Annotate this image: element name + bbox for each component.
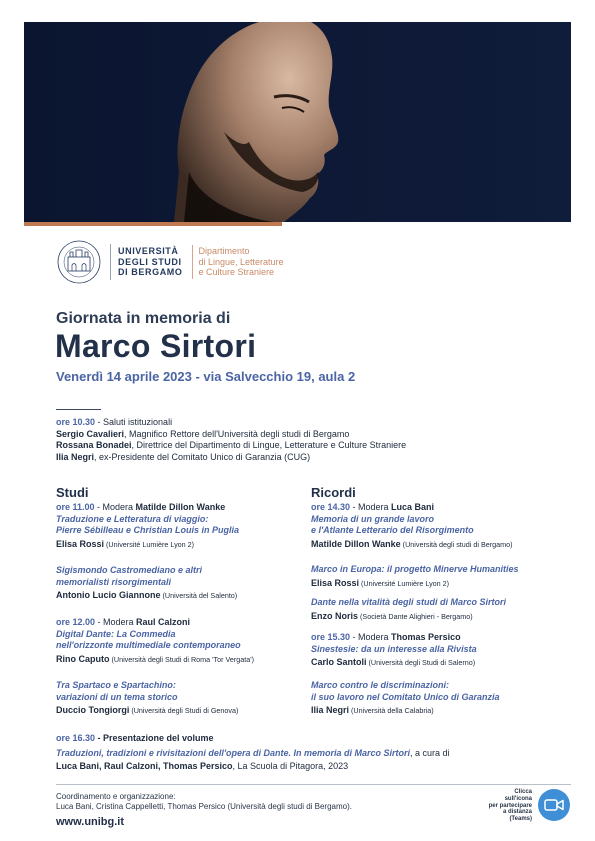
teams-line: a distanza — [502, 809, 532, 816]
time-label: ore 16.30 — [56, 733, 96, 743]
teams-line: (Teams) — [509, 816, 532, 823]
speaker-affiliation: (Università degli Studi di Genova) — [129, 706, 239, 716]
speaker-name: Carlo Santoli — [311, 657, 367, 668]
speaker-affiliation: (Università della Calabria) — [349, 706, 434, 716]
website-link[interactable]: www.unibg.it — [56, 816, 125, 828]
coordination-names: Luca Bani, Cristina Cappelletti, Thomas Persico (Università degli studi di Bergamo). — [56, 802, 352, 811]
speaker-name: Duccio Tongiorgi — [56, 705, 130, 716]
editors: Luca Bani, Raul Calzoni, Thomas Persico — [56, 761, 233, 772]
logo-divider — [110, 244, 111, 280]
speaker-name: Enzo Noris — [311, 610, 359, 621]
accent-rule — [24, 222, 282, 226]
talk-title: memorialisti risorgimentali — [56, 576, 172, 587]
divider — [56, 409, 101, 410]
moderator-name: Thomas Persico — [391, 632, 461, 642]
time-label: ore 15.30 — [311, 632, 351, 642]
speaker-role: , Magnifico Rettore dell'Università degli studi di Bergamo — [124, 428, 350, 439]
hero-photo — [24, 22, 571, 222]
talk-title: Traduzione e Letteratura di viaggio: — [56, 513, 209, 524]
moderator-label: - Modera — [94, 502, 136, 512]
title-small: Giornata in memoria di — [56, 310, 231, 327]
talk-ricordi-3 — [311, 597, 506, 622]
book-title: Traduzioni, tradizioni e rivisitazioni dell'opera di Dante. In memoria di Marco Sirtori — [56, 747, 411, 758]
moderator-label: - Modera — [95, 617, 137, 627]
talk-title: il suo lavoro nel Comitato Unico di Garanzia — [311, 691, 500, 702]
department-line: Dipartimento — [198, 246, 250, 257]
teams-instructions — [470, 789, 532, 823]
session-ricordi-1 — [311, 502, 513, 550]
speaker-affiliation: (Université Lumière Lyon 2) — [104, 539, 195, 549]
talk-studi-4 — [56, 680, 238, 717]
section-heading-studi: Studi — [56, 485, 89, 500]
moderator-name: Luca Bani — [391, 502, 435, 512]
speaker-name: Ilia Negri — [56, 451, 95, 462]
teams-line: per partecipare — [488, 802, 532, 809]
talk-title: nell'orizzonte multimediale contemporaneo — [56, 640, 241, 651]
session-ricordi-2 — [311, 632, 477, 669]
department-name — [199, 246, 284, 278]
curated-by-label: , a cura di — [410, 747, 450, 758]
university-logo — [56, 240, 284, 284]
university-name — [118, 246, 183, 278]
speaker-role: , ex-Presidente del Comitato Unico di Garanzia (CUG) — [94, 451, 311, 462]
speaker-name: Elisa Rossi — [311, 577, 360, 588]
speaker-name: Elisa Rossi — [56, 538, 105, 549]
speaker-affiliation: (Società Dante Alighieri - Bergamo) — [358, 611, 473, 621]
talk-title: Pierre Sébilleau e Christian Louis in Puglia — [56, 525, 240, 536]
speaker-name: Sergio Cavalieri — [56, 428, 125, 439]
time-label: ore 10.30 — [56, 417, 96, 427]
presentation-block — [56, 733, 450, 773]
speaker-name: Rossana Bonadei — [56, 440, 132, 451]
talk-title: Digital Dante: La Commedia — [56, 628, 176, 639]
session-label: - Saluti istituzionali — [95, 417, 173, 427]
speaker-affiliation: (Université Lumière Lyon 2) — [359, 578, 450, 588]
saluti-block — [56, 417, 406, 463]
talk-ricordi-5 — [311, 680, 500, 717]
speaker-affiliation: (Università degli Studi di Roma 'Tor Vergata') — [109, 654, 255, 664]
talk-studi-2 — [56, 565, 237, 602]
talk-ricordi-2 — [311, 564, 519, 589]
page-title: Marco Sirtori — [55, 328, 257, 364]
department-line: di Lingue, Letterature — [198, 256, 284, 267]
session-studi-2 — [56, 617, 254, 665]
speaker-name: Rino Caputo — [56, 653, 110, 664]
session-studi-1 — [56, 502, 239, 550]
teams-join-button[interactable] — [538, 789, 570, 821]
coordination-info — [56, 792, 352, 812]
university-seal-icon — [56, 239, 102, 285]
university-line: UNIVERSITÀ — [118, 246, 179, 257]
footer-divider — [56, 784, 571, 785]
coordination-label: Coordinamento e organizzazione: — [56, 792, 176, 801]
dept-divider — [192, 245, 193, 279]
university-line: DEGLI STUDI — [118, 256, 182, 267]
time-label: ore 14.30 — [311, 502, 351, 512]
speaker-name: Ilia Negri — [311, 705, 350, 716]
portrait-image — [24, 22, 571, 222]
time-label: ore 12.00 — [56, 617, 96, 627]
moderator-name: Raul Calzoni — [136, 617, 191, 627]
talk-title: variazioni di un tema storico — [56, 691, 178, 702]
talk-title: e l'Atlante Letterario del Risorgimento — [311, 525, 474, 536]
department-line: e Culture Straniere — [198, 267, 275, 278]
moderator-label: - Modera — [350, 502, 392, 512]
talk-title: Sinestesie: da un interesse alla Rivista — [311, 643, 477, 654]
talk-title: Marco contro le discriminazioni: — [311, 680, 450, 690]
time-label: ore 11.00 — [56, 502, 95, 512]
talk-title: Tra Spartaco e Spartachino: — [56, 680, 176, 690]
teams-line: sull'icona — [504, 795, 532, 802]
section-heading-ricordi: Ricordi — [311, 485, 356, 500]
speaker-name: Antonio Lucio Giannone — [56, 590, 161, 601]
speaker-affiliation: (Università del Salento) — [160, 591, 238, 601]
session-label: - Presentazione del volume — [95, 733, 214, 743]
video-camera-icon — [544, 798, 564, 812]
moderator-name: Matilde Dillon Wanke — [135, 502, 226, 512]
speaker-affiliation: (Università degli Studi di Salerno) — [366, 658, 476, 668]
talk-title: Marco in Europa: il progetto Minerve Humanities — [311, 564, 519, 574]
talk-title: Memoria di un grande lavoro — [311, 513, 435, 524]
talk-title: Dante nella vitalità degli studi di Marco Sirtori — [311, 597, 507, 607]
publisher: , La Scuola di Pitagora, 2023 — [232, 761, 349, 772]
teams-line: Clicca — [514, 789, 532, 795]
speaker-role: , Direttrice del Dipartimento di Lingue, Letterature e Culture Straniere — [131, 440, 407, 451]
moderator-label: - Modera — [350, 632, 392, 642]
university-line: DI BERGAMO — [118, 267, 183, 278]
speaker-affiliation: (Università degli studi di Bergamo) — [400, 539, 513, 549]
talk-title: Sigismondo Castromediano e altri — [56, 565, 203, 575]
event-date-location: Venerdì 14 aprile 2023 - via Salvecchio 19, aula 2 — [56, 369, 356, 384]
speaker-name: Matilde Dillon Wanke — [311, 538, 401, 549]
